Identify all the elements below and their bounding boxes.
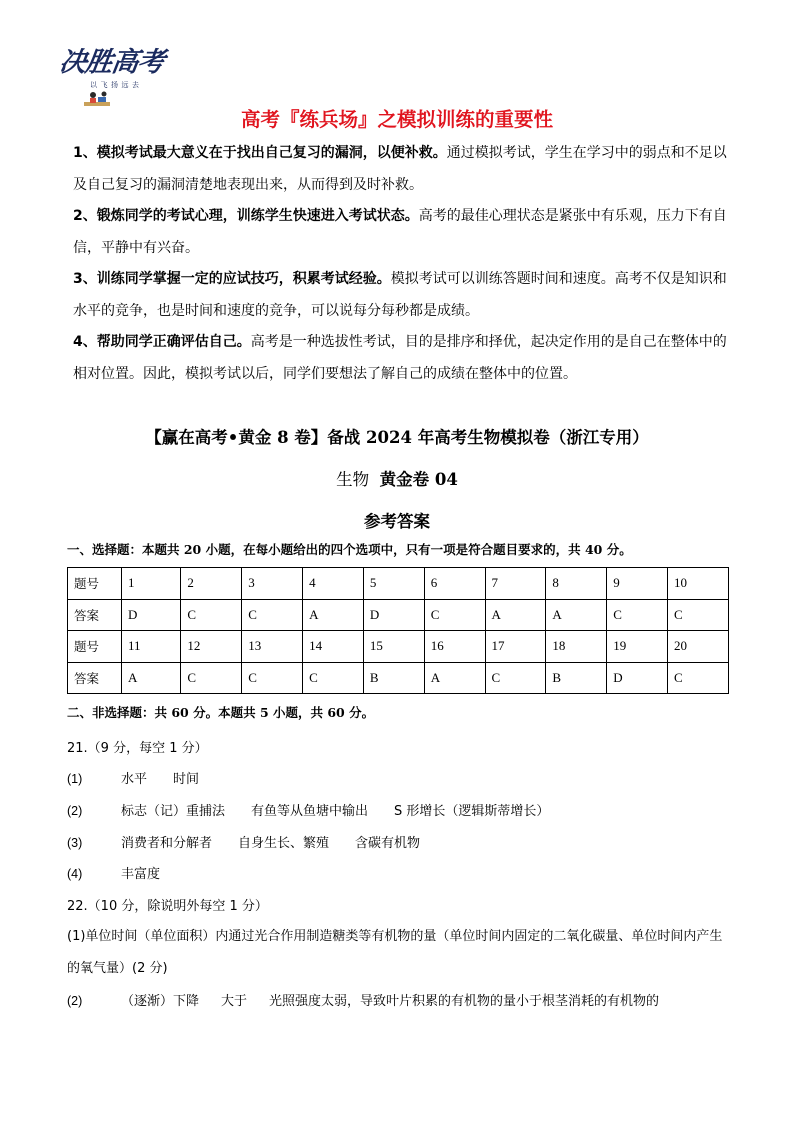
sub-question-number: (1) [67,772,83,786]
logo [52,34,176,114]
question-number: 7 [485,568,546,600]
answer-cell: A [546,599,607,631]
sub-question-number: (1) [67,929,86,944]
promo-item-2 [73,201,729,264]
question-number: 5 [363,568,424,600]
answer-text: 标志（记）重捕法 [121,804,226,819]
question-number: 6 [424,568,485,600]
answer-text: 消费者和分解者 [121,836,213,851]
sub-question-number: (4) [67,867,83,881]
subject-name: 生物 [336,470,370,489]
question-number: 20 [668,631,729,663]
question-number: 14 [303,631,364,663]
question-number: 13 [242,631,303,663]
table-row [68,662,729,694]
question-number: 2 [181,568,242,600]
answer-text: 大于 [221,994,248,1009]
answer-text: 含碳有机物 [355,836,421,851]
promo-item-bold: 4、帮助同学正确评估自己。 [73,334,251,350]
q21-line-2 [67,800,549,819]
promo-item-text: 通过模拟考试，学生在学习中的弱点和不足以及自己复习的漏洞清楚地表现出来，从而得到及时补救。 [73,145,727,193]
question-number: 9 [607,568,668,600]
answer-cell: C [485,662,546,694]
answer-text: 水平 [121,772,148,787]
question-number: 4 [303,568,364,600]
answer-table [67,567,729,694]
answer-text: S 形增长（逻辑斯蒂增长） [394,804,550,819]
answer-cell: A [485,599,546,631]
answer-heading: 参考答案 [364,512,430,531]
sub-question-number: (3) [67,836,83,850]
answer-cell: C [181,599,242,631]
table-row [68,631,729,663]
row-label: 答案 [68,599,122,631]
question-number: 11 [122,631,181,663]
row-label: 题号 [68,631,122,663]
q22-line-1 [67,921,731,984]
answer-cell: C [668,599,729,631]
subject-line [0,466,794,490]
answer-cell: C [424,599,485,631]
table-row [68,599,729,631]
promo-item-bold: 3、训练同学掌握一定的应试技巧，积累考试经验。 [73,271,391,287]
answer-cell: A [424,662,485,694]
promo-item-1 [73,138,729,201]
promo-item-3 [73,264,729,327]
row-label: 答案 [68,662,122,694]
section1-heading: 一、选择题：本题共 20 小题，在每小题给出的四个选项中，只有一项是符合题目要求的，共 40 分。 [67,542,632,557]
answer-cell: C [668,662,729,694]
question-number: 3 [242,568,303,600]
promo-item-bold: 1、模拟考试最大意义在于找出自己复习的漏洞，以便补救。 [73,145,447,161]
answer-cell: A [122,662,181,694]
q21-line-1 [67,768,199,787]
promo-item-text: 高考是一种选拔性考试，目的是排序和择优，起决定作用的是自己在整体中的相对位置。因此，模拟考试以后，同学们要想法了解自己的成绩在整体中的位置。 [73,334,727,382]
section2-heading: 二、非选择题：共 60 分。本题共 5 小题，共 60 分。 [67,705,375,720]
q22-line-2 [67,990,659,1009]
answer-cell: C [303,662,364,694]
answer-text: 光照强度太弱，导致叶片积累的有机物的量小于根茎消耗的有机物的 [269,994,660,1009]
logo-text: 决胜高考 [57,47,166,78]
q21-line-3 [67,832,420,851]
answer-cell: C [181,662,242,694]
sub-question-number: (2) [67,994,83,1008]
answer-text: 有鱼等从鱼塘中输出 [251,804,369,819]
logo-slogan: 以 飞 扬 远 去 [90,81,139,89]
row-label: 题号 [68,568,122,600]
answer-text: 自身生长、繁殖 [238,836,330,851]
promo-item-bold: 2、锻炼同学的考试心理，训练学生快速进入考试状态。 [73,208,419,224]
promo-item-4 [73,327,729,390]
question-number: 16 [424,631,485,663]
answer-cell: A [303,599,364,631]
answer-cell: B [363,662,424,694]
q21-line-4 [67,863,160,882]
question-number: 12 [181,631,242,663]
answer-cell: C [607,599,668,631]
answer-text: （逐渐）下降 [121,994,200,1009]
question-number: 1 [122,568,181,600]
answer-cell: C [242,662,303,694]
answer-cell: D [122,599,181,631]
answer-text: 丰富度 [121,867,161,882]
promo-title: 高考『练兵场』之模拟训练的重要性 [240,108,553,131]
answer-cell: D [363,599,424,631]
answer-cell: C [242,599,303,631]
answer-cell: B [546,662,607,694]
question-number: 10 [668,568,729,600]
promo-item-text: 模拟考试可以训练答题时间和速度。高考不仅是知识和水平的竞争，也是时间和速度的竞争，可以说每分每秒都是成绩。 [73,271,727,319]
promo-item-text: 高考的最佳心理状态是紧张中有乐观，压力下有自信，平静中有兴奋。 [73,208,727,256]
paper-title: 【赢在高考•黄金 8 卷】备战 2024 年高考生物模拟卷（浙江专用） [145,428,649,447]
sub-question-number: (2) [67,804,83,818]
question-number: 17 [485,631,546,663]
volume-name: 黄金卷 04 [379,470,458,489]
question-number: 19 [607,631,668,663]
q22-header: 22.（10 分，除说明外每空 1 分） [67,899,268,914]
answer-text: 单位时间（单位面积）内通过光合作用制造糖类等有机物的量（单位时间内固定的二氧化碳量、单位时间内产生的氧气量）(2 分) [67,929,723,976]
table-row [68,568,729,600]
question-number: 8 [546,568,607,600]
answer-text: 时间 [173,772,200,787]
question-number: 15 [363,631,424,663]
answer-cell: D [607,662,668,694]
q21-header: 21.（9 分，每空 1 分） [67,741,208,756]
question-number: 18 [546,631,607,663]
